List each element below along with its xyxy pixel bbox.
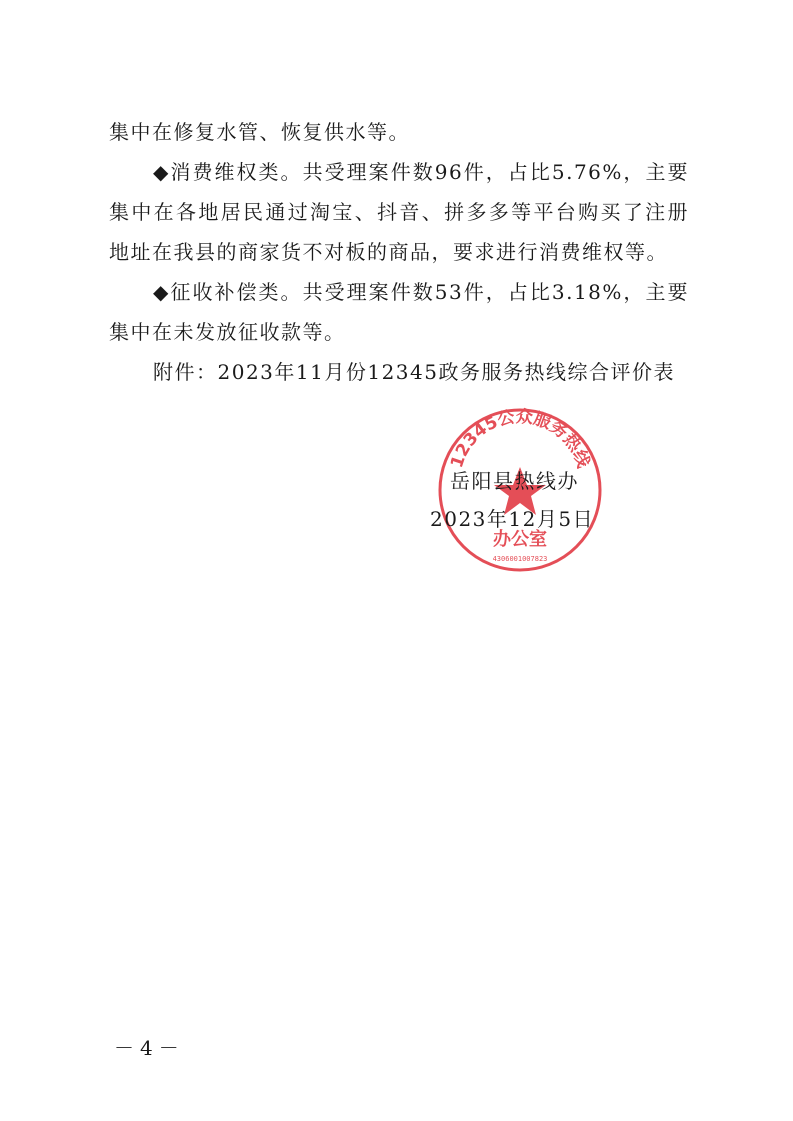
signature-block — [430, 462, 650, 538]
signature-date: 2023年12月5日 — [430, 507, 595, 531]
paragraph-attachment: 附件：2023年11月份12345政务服务热线综合评价表 — [153, 360, 675, 384]
paragraph-continuation: 集中在修复水管、恢复供水等。 — [109, 120, 410, 144]
seal-number: 4306001007823 — [492, 555, 548, 563]
paragraph-consumer-rights: ◆消费维权类。共受理案件数96件，占比5.76%，主要集中在各地居民通过淘宝、抖音、拼多多等平台购买了注册地址在我县的商家货不对板的商品，要求进行消费维权等。 — [109, 160, 689, 264]
body-text — [109, 112, 689, 392]
seal-bottom-text: 办公室 — [493, 529, 547, 550]
seal-top-text: 12345公众服务热线 — [446, 406, 594, 471]
signature-org: 岳阳县热线办 — [450, 469, 579, 493]
page-number: －4－ — [114, 1036, 185, 1060]
paragraph-expropriation-compensation: ◆征收补偿类。共受理案件数53件，占比3.18%，主要集中在未发放征收款等。 — [109, 280, 689, 344]
